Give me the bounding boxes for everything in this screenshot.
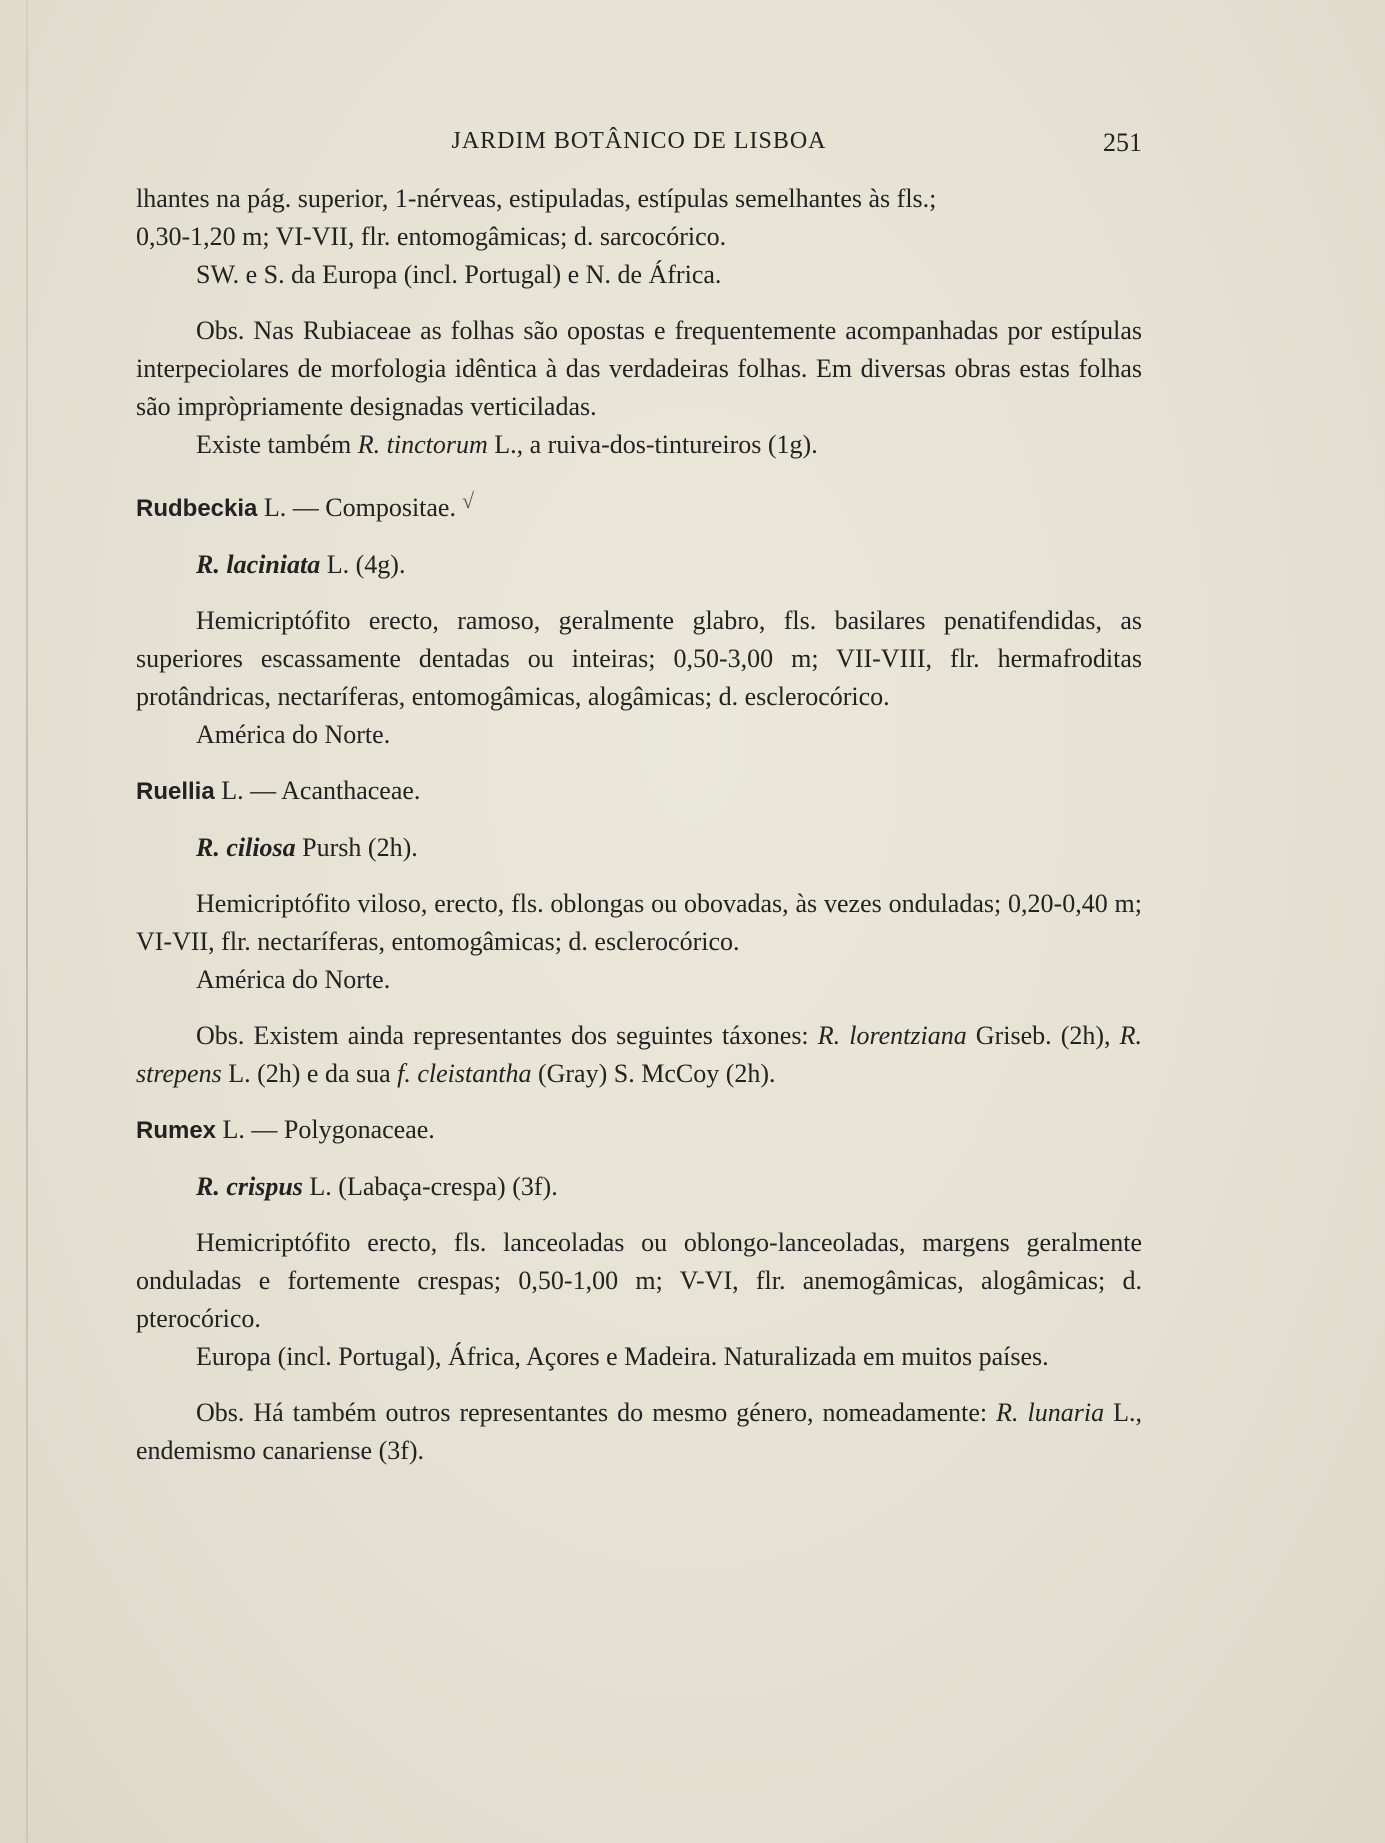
species-heading-ruellia: [136, 829, 1142, 867]
species-author: Pursh (2h).: [295, 833, 418, 862]
intro-line-2: 0,30-1,20 m; VI-VII, flr. entomogâmicas; d. sarcocórico.: [136, 222, 727, 251]
page-content: [136, 118, 1142, 1470]
obs-text-c: L. (2h) e da sua: [221, 1059, 398, 1088]
obs-text-b: Griseb. (2h),: [966, 1021, 1120, 1050]
intro-also: [136, 426, 1142, 464]
obs-taxon-1: R. lorentziana: [817, 1021, 967, 1050]
species-description: Hemicriptófito viloso, erecto, fls. oblongas ou obovadas, às vezes onduladas; 0,20-0,40 m; VI-VII, flr. nectaríferas, entomogâmicas; d. esclerocórico.: [136, 889, 1142, 956]
page-number: 251: [1103, 128, 1142, 157]
intro-also-a: Existe também: [196, 430, 358, 459]
species-name: R. laciniata: [196, 550, 321, 579]
species-distribution: América do Norte.: [196, 720, 391, 749]
species-distribution: Europa (incl. Portugal), África, Açores e Madeira. Naturalizada em muitos países.: [196, 1342, 1049, 1371]
obs-taxon-2: R. strepens: [136, 1021, 1142, 1088]
rumex-obs: [136, 1394, 1142, 1470]
genus-family: L. — Acanthaceae.: [214, 776, 421, 805]
obs-text-d: (Gray) S. McCoy (2h).: [531, 1059, 776, 1088]
obs-taxon: R. lunaria: [996, 1398, 1105, 1427]
species-description: Hemicriptófito erecto, ramoso, geralmente glabro, fls. basilares penatifendidas, as superiores escassamente dentadas ou inteiras; 0,50-3,00 m; VII-VIII, flr. hermafroditas protândricas, nectaríferas, entomogâmicas, alogâmicas; d. esclerocórico.: [136, 606, 1142, 711]
intro-also-r: R.: [357, 430, 381, 459]
page-spine-shadow: [26, 0, 28, 1843]
species-heading-rudbeckia: [136, 546, 1142, 584]
genus-name: Ruellia: [136, 778, 215, 805]
page-header: [136, 118, 1142, 160]
genus-name: Rudbeckia: [136, 495, 258, 522]
species-description: Hemicriptófito erecto, fls. lanceoladas ou oblongo-lanceoladas, margens geralmente onduladas e fortemente crespas; 0,50-1,00 m; V-VI, flr. anemogâmicas, alogâmicas; d. pterocórico.: [136, 1228, 1142, 1333]
genus-heading-rumex: [136, 1111, 1142, 1150]
species-author: L. (4g).: [320, 550, 406, 579]
obs-text-b: L., endemismo canariense (3f).: [136, 1398, 1142, 1465]
obs-text-a: Obs. Existem ainda representantes dos seguintes táxones:: [196, 1021, 818, 1050]
species-name: R. ciliosa: [196, 833, 296, 862]
obs-taxon-3: f. cleistantha: [397, 1059, 532, 1088]
genus-family: L. — Polygonaceae.: [216, 1115, 435, 1144]
running-title: JARDIM BOTÂNICO DE LISBOA: [451, 128, 827, 154]
check-mark-icon: √: [461, 488, 475, 513]
species-heading-rumex: [136, 1168, 1142, 1206]
intro-obs: Obs. Nas Rubiaceae as folhas são opostas e frequentemente acompanhadas por estípulas interpeciolares de morfologia idêntica à das verdadeiras folhas. Em diversas obras estas folhas são impròpriamente designadas verticiladas.: [136, 316, 1142, 421]
genus-heading-rudbeckia: [136, 482, 1142, 528]
genus-family: L. — Compositae.: [257, 493, 456, 522]
species-author: L. (Labaça-crespa) (3f).: [302, 1172, 558, 1201]
intro-also-tinctorum: tinctorum: [380, 430, 488, 459]
species-name: R. crispus: [196, 1172, 303, 1201]
genus-name: Rumex: [136, 1117, 217, 1144]
intro-line-1: lhantes na pág. superior, 1-nérveas, estipuladas, estípulas semelhantes às fls.;: [136, 184, 937, 213]
intro-also-b: L., a ruiva-dos-tintureiros (1g).: [487, 430, 818, 459]
genus-heading-ruellia: [136, 772, 1142, 811]
obs-text-a: Obs. Há também outros representantes do mesmo género, nomeadamente:: [196, 1398, 997, 1427]
ruellia-obs: [136, 1017, 1142, 1093]
intro-distribution: SW. e S. da Europa (incl. Portugal) e N. de África.: [196, 260, 722, 289]
species-distribution: América do Norte.: [196, 965, 391, 994]
